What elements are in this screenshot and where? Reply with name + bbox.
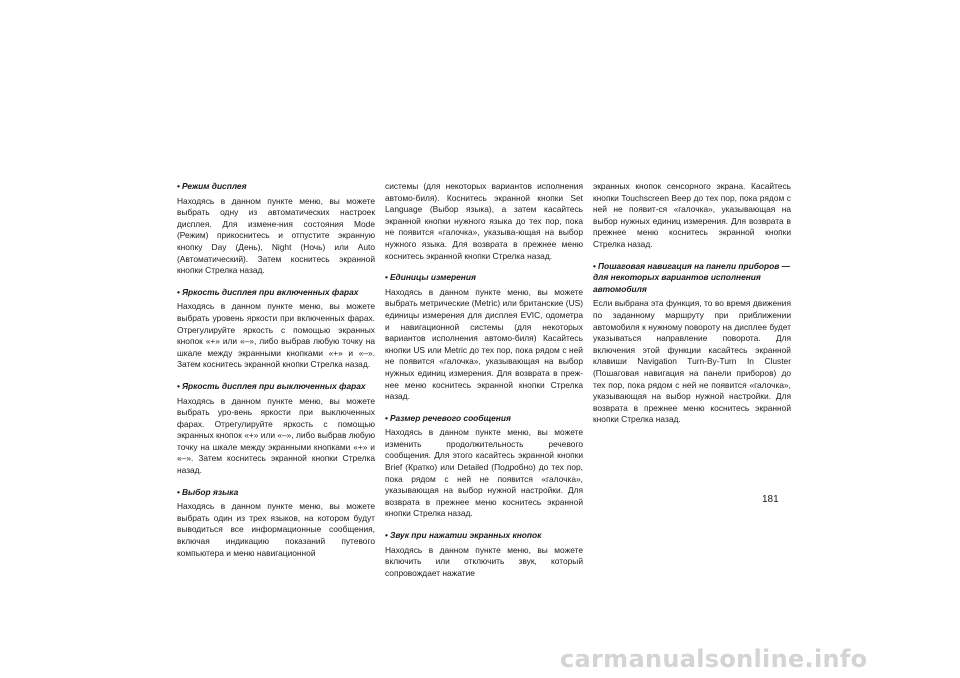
section-heading: • Размер речевого сообщения: [385, 412, 511, 423]
bullet-icon: •: [385, 530, 388, 541]
section-body: Находясь в данном пункте меню, вы можете включить или отключить звук, который сопровождает нажатие: [385, 544, 583, 578]
section-body: Если выбрана эта функция, то во время движения по заданному маршруту при приближении автомобиля к нужному повороту на дисплее будет указываться направление поворота. Для включения этой функции касайтесь экранной клавиши Navigation Turn-By-Turn In Cluster (Пошаговая навигация на панели приборов) до тех пор, пока рядом с ней не появится «галочка», указывающая на выбор нужной настройки. Для возврата в прежнее меню коснитесь экранной кнопки Стрелка назад.: [593, 298, 791, 425]
section-body: Находясь в данном пункте меню, вы можете выбрать одну из автоматических настроек дисплея. Для измене-ния состояния Mode (Режим) прикоснитесь и отпустите экранную кнопку Day (День), Night (Ночь) или Auto (Автоматический). Затем коснитесь экранной кнопки Стрелка назад.: [177, 195, 375, 276]
section-turn-by-turn: [593, 261, 791, 426]
section-body: Находясь в данном пункте меню, вы можете выбрать уро-вень яркости при выключенных фарах. Отрегулируйте яркость с помощью экранных кнопок «+» или «–», либо выбрав любую точку на шкале между экранными кнопками «+» и «–». Затем коснитесь экранной кнопки Стрелка назад.: [177, 395, 375, 476]
watermark: carmanualsonline.info: [560, 645, 868, 673]
section-heading: • Выбор языка: [177, 486, 239, 497]
section-heading: • Режим дисплея: [177, 181, 247, 191]
section-touch-beep-continued: [593, 181, 791, 251]
section-brightness-headlights-on: [177, 287, 375, 371]
section-heading: • Единицы измерения: [385, 272, 476, 283]
bullet-icon: •: [177, 380, 180, 391]
section-heading: • Звук при нажатии экранных кнопок: [385, 530, 542, 541]
section-language-continued: [385, 181, 583, 262]
section-voice-length: [385, 413, 583, 520]
section-body: Находясь в данном пункте меню, вы можете выбрать один из трех языков, на котором будут выводиться все информационные сообщения, включая индикацию показаний путевого компьютера и меню навигационной: [177, 501, 375, 558]
section-body: Находясь в данном пункте меню, вы можете выбрать метрические (Metric) или британские (US) единицы измерения для дисплея EVIC, одометра и навигационной системы (для некоторых вариантов исполнения автомо-биля) Касайтесь кнопки US или Metric до тех пор, пока рядом с ней не появится «галочка», указывающая на выбор нужных единиц измерения. Для возврата в преж-нее меню коснитесь экранной кнопки Стрелка назад.: [385, 286, 583, 402]
page-number: 181: [762, 494, 779, 505]
column-2: [385, 181, 583, 589]
section-units: [385, 272, 583, 403]
section-language: [177, 487, 375, 560]
column-3: [593, 181, 791, 436]
section-body: экранных кнопок сенсорного экрана. Касайтесь кнопки Touchscreen Beep до тех пор, пока рядом с ней не появит-ся «галочка», указывающая на выбор нужных единиц измерения. Для возврата в прежнее меню коснитесь экранной кнопки Стрелка назад.: [593, 181, 791, 249]
bullet-icon: •: [177, 181, 180, 191]
bullet-icon: •: [177, 486, 180, 497]
bullet-icon: •: [385, 272, 388, 283]
bullet-icon: •: [593, 260, 596, 271]
section-heading: • Пошаговая навигация на панели приборов — для некоторых вариантов исполнения автомобиля: [593, 260, 791, 294]
section-heading: • Яркость дисплея при выключенных фарах: [177, 380, 366, 391]
section-brightness-headlights-off: [177, 381, 375, 477]
section-display-mode: [177, 181, 375, 277]
column-1: [177, 181, 375, 569]
section-touch-beep: [385, 530, 583, 579]
section-body: системы (для некоторых вариантов исполнения автомо-биля). Коснитесь экранной кнопки Set Language (Выбор языка), а затем касайтесь экранной кнопки нужного языка до тех пор, пока не появится «галочка», указыва-ющая на выбор нужного языка. Для возврата в прежнее меню коснитесь экранной кнопки Стрелка назад.: [385, 181, 583, 261]
bullet-icon: •: [385, 412, 388, 423]
section-body: Находясь в данном пункте меню, вы можете выбрать уровень яркости при включенных фарах. Отрегулируйте яркость с помощью экранных кнопок «+» или «–», либо выбрав любую точку на шкале между экранными кнопками «+» и «–». Затем коснитесь экранной кнопки Стрелка назад.: [177, 301, 375, 370]
bullet-icon: •: [177, 286, 180, 297]
section-heading: • Яркость дисплея при включенных фарах: [177, 286, 359, 297]
section-body: Находясь в данном пункте меню, вы можете изменить продолжительность речевого сообщения. Для этого касайтесь экранной кнопки Brief (Кратко) или Detailed (Подробно) до тех пор, пока рядом с ней не появится «галочка», указывающая на выбор нужной настройки. Для возврата в прежнее меню коснитесь экранной кнопки Стрелка назад.: [385, 427, 583, 519]
